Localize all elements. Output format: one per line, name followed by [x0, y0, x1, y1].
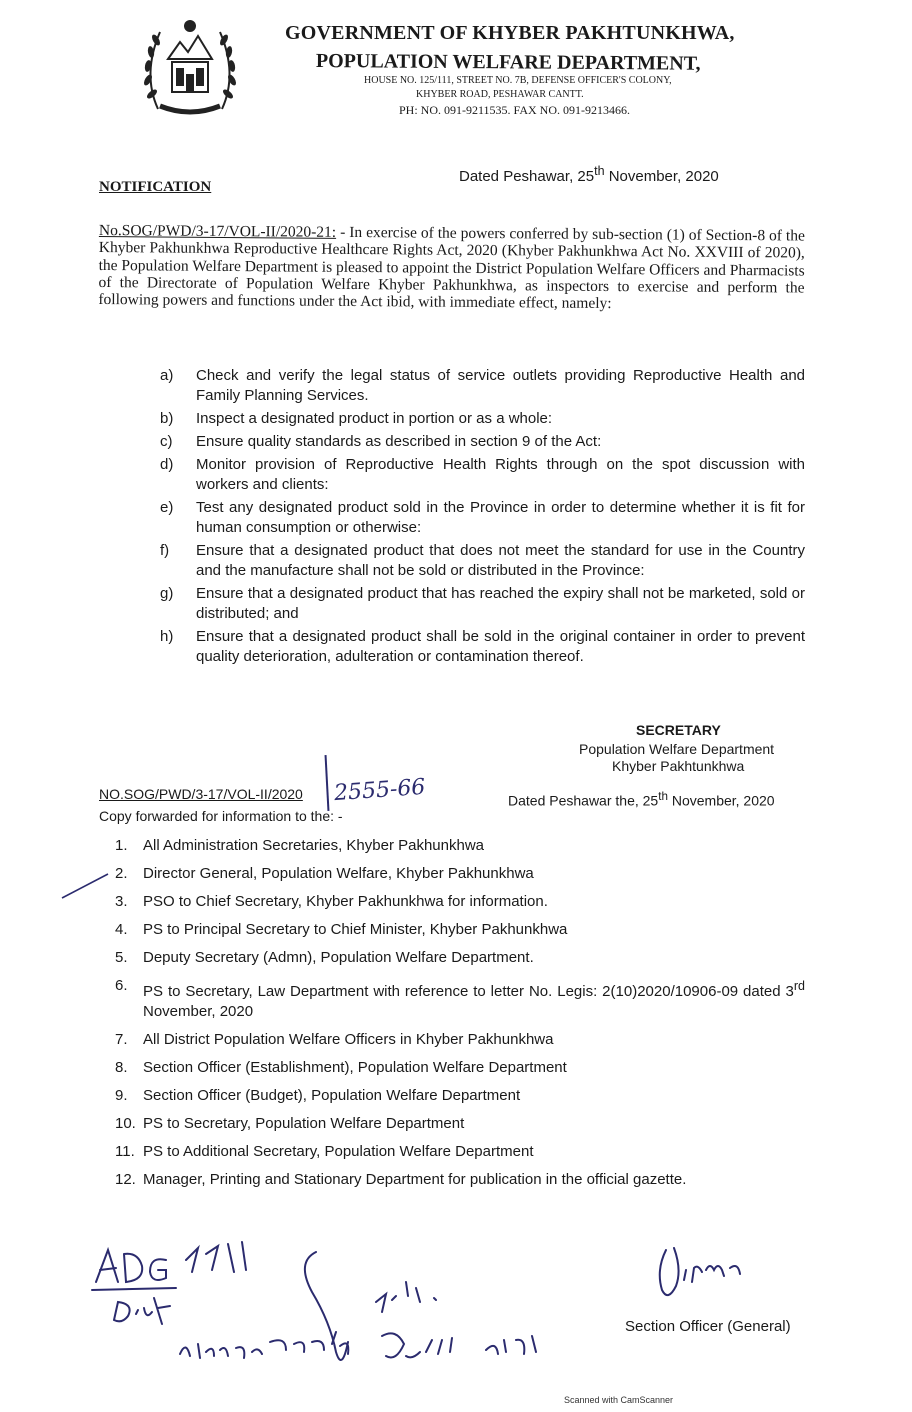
section-officer-signature: [652, 1240, 772, 1310]
function-label: e): [160, 499, 174, 516]
copy-list-text: All District Population Welfare Officers in Khyber Pakhunkhwa: [143, 1031, 554, 1048]
header-line-2: POPULATION WELFARE DEPARTMENT,: [315, 50, 701, 75]
function-text: Inspect a designated product in portion or as a whole:: [196, 410, 553, 427]
dated-copy: [508, 790, 775, 809]
copy-list-item: [115, 836, 805, 856]
copy-list-item: [115, 948, 805, 968]
dated-copy-sup: th: [658, 790, 668, 803]
copy-list: [115, 836, 805, 1198]
copy-list-text: Section Officer (Establishment), Population Welfare Department: [143, 1059, 567, 1076]
function-item: [160, 366, 805, 406]
function-text: Ensure that a designated product that does not meet the standard for use in the Country and the manufacture shall not be sold or distributed in the Province:: [196, 542, 805, 579]
function-text: Ensure quality standards as described in section 9 of the Act:: [196, 433, 602, 450]
copy-list-item: [115, 920, 805, 940]
handwritten-stroke: [325, 755, 330, 811]
function-text: Check and verify the legal status of service outlets providing Reproductive Health and Family Planning Services.: [196, 367, 805, 404]
dated-copy-prefix: Dated Peshawar the, 25: [508, 792, 659, 809]
copy-list-number: 5.: [115, 949, 128, 966]
copy-list-number: 2.: [115, 865, 128, 882]
handwritten-tick-mark: [60, 870, 110, 900]
section-officer-title: Section Officer (General): [625, 1318, 791, 1335]
notification-paragraph: [98, 222, 805, 314]
notification-reference: No.SOG/PWD/3-17/VOL-II/2020-21:: [98, 222, 337, 241]
copy-list-text: PS to Secretary, Law Department with reference to letter No. Legis: 2(10)2020/10906-09 dated 3: [143, 983, 794, 1000]
secretary-title: SECRETARY: [636, 722, 721, 738]
function-item: [160, 627, 805, 667]
function-label: h): [160, 628, 174, 645]
copy-list-number: 10.: [115, 1115, 136, 1132]
function-label: b): [160, 410, 174, 427]
copy-list-number: 1.: [115, 837, 128, 854]
scanner-watermark: Scanned with CamScanner: [564, 1395, 674, 1405]
function-item: [160, 455, 805, 495]
copy-list-item: [115, 892, 805, 912]
copy-list-item: [115, 976, 805, 1022]
copy-list-text: PS to Additional Secretary, Population Welfare Department: [143, 1143, 534, 1160]
copy-list-item: [115, 1114, 805, 1134]
dated-top-prefix: Dated Peshawar, 25: [459, 168, 595, 185]
notification-body: - In exercise of the powers conferred by sub-section (1) of Section-8 of the Khyber Pakhunkhwa Reproductive Healthcare Rights Act, 2020 (Khyber Pakhunkhwa Act No. XXVIII of 2020), the Population Welfare Department is pleased to appoint the District Population Welfare Officers and Pharmacists of the Directorate of Population Welfare Khyber Pakhunkhwa, as inspectors to exercise and perform the following powers and functions under the Act ibid, with immediate effect, namely:: [98, 223, 805, 313]
handwritten-dispatch-number: 2555-66: [333, 774, 427, 807]
function-item: [160, 584, 805, 624]
copy-forwarded-intro: Copy forwarded for information to the: -: [99, 808, 343, 824]
government-emblem-icon: [138, 14, 242, 122]
copy-list-item: [115, 1030, 805, 1050]
copy-list-item: [115, 1142, 805, 1162]
copy-list-number: 12.: [115, 1171, 136, 1188]
header-phone: PH: NO. 091-9211535. FAX NO. 091-9213466.: [399, 103, 630, 117]
secretary-department: Population Welfare Department: [579, 741, 775, 757]
copy-list-text: Deputy Secretary (Admn), Population Welfare Department.: [143, 949, 534, 966]
copy-list-text: All Administration Secretaries, Khyber Pakhunkhwa: [143, 837, 485, 854]
function-text: Monitor provision of Reproductive Health Rights through on the spot discussion with workers and clients:: [196, 456, 805, 493]
handwritten-notes-signature: [86, 1232, 566, 1392]
header-address-2: KHYBER ROAD, PESHAWAR CANTT.: [416, 89, 584, 100]
function-item: [160, 498, 805, 538]
copy-list-text: PS to Secretary, Population Welfare Department: [143, 1115, 465, 1132]
copy-list-text: Manager, Printing and Stationary Department for publication in the official gazette.: [143, 1171, 687, 1188]
function-text: Test any designated product sold in the Province in order to determine whether it is fit for human consumption or otherwise:: [196, 499, 805, 536]
copy-list-number: 9.: [115, 1087, 128, 1104]
copy-list-item: [115, 1086, 805, 1106]
copy-list-item: [115, 864, 805, 884]
function-text: Ensure that a designated product shall be sold in the original container in order to prevent quality deterioration, adulteration or contamination thereof.: [196, 628, 805, 665]
functions-list: [160, 366, 805, 670]
dated-top-suffix: November, 2020: [604, 168, 719, 185]
function-label: a): [160, 367, 174, 384]
copy-list-text: Section Officer (Budget), Population Welfare Department: [143, 1087, 521, 1104]
copy-list-number: 7.: [115, 1031, 128, 1048]
function-label: c): [160, 433, 173, 450]
copy-list-text: PSO to Chief Secretary, Khyber Pakhunkhwa for information.: [143, 893, 548, 910]
secretary-province: Khyber Pakhtunkhwa: [612, 758, 745, 774]
dated-copy-suffix: November, 2020: [667, 792, 775, 809]
function-text: Ensure that a designated product that has reached the expiry shall not be marketed, sold or distributed; and: [196, 585, 805, 622]
copy-list-number: 6.: [115, 977, 128, 994]
copy-reference: NO.SOG/PWD/3-17/VOL-II/2020: [99, 786, 303, 802]
copy-list-item: [115, 1058, 805, 1078]
dated-top-sup: th: [594, 164, 605, 178]
copy-list-tail: November, 2020: [143, 1003, 254, 1020]
copy-list-item: [115, 1170, 805, 1190]
function-label: d): [160, 456, 174, 473]
function-label: g): [160, 585, 174, 602]
copy-list-sup: rd: [793, 979, 805, 993]
dated-top: [459, 164, 719, 185]
function-item: [160, 541, 805, 581]
copy-list-text: PS to Principal Secretary to Chief Minister, Khyber Pakhunkhwa: [143, 921, 568, 938]
copy-list-number: 11.: [115, 1143, 135, 1160]
function-item: [160, 432, 805, 452]
notification-title: NOTIFICATION: [99, 179, 212, 195]
copy-list-number: 3.: [115, 893, 128, 910]
header-line-1: GOVERNMENT OF KHYBER PAKHTUNKHWA,: [285, 22, 735, 44]
copy-list-number: 4.: [115, 921, 128, 938]
header-address-1: HOUSE NO. 125/111, STREET NO. 7B, DEFENSE OFFICER'S COLONY,: [364, 75, 672, 86]
copy-list-number: 8.: [115, 1059, 128, 1076]
copy-list-text: Director General, Population Welfare, Khyber Pakhunkhwa: [143, 865, 534, 882]
function-label: f): [160, 542, 170, 559]
function-item: [160, 409, 805, 429]
